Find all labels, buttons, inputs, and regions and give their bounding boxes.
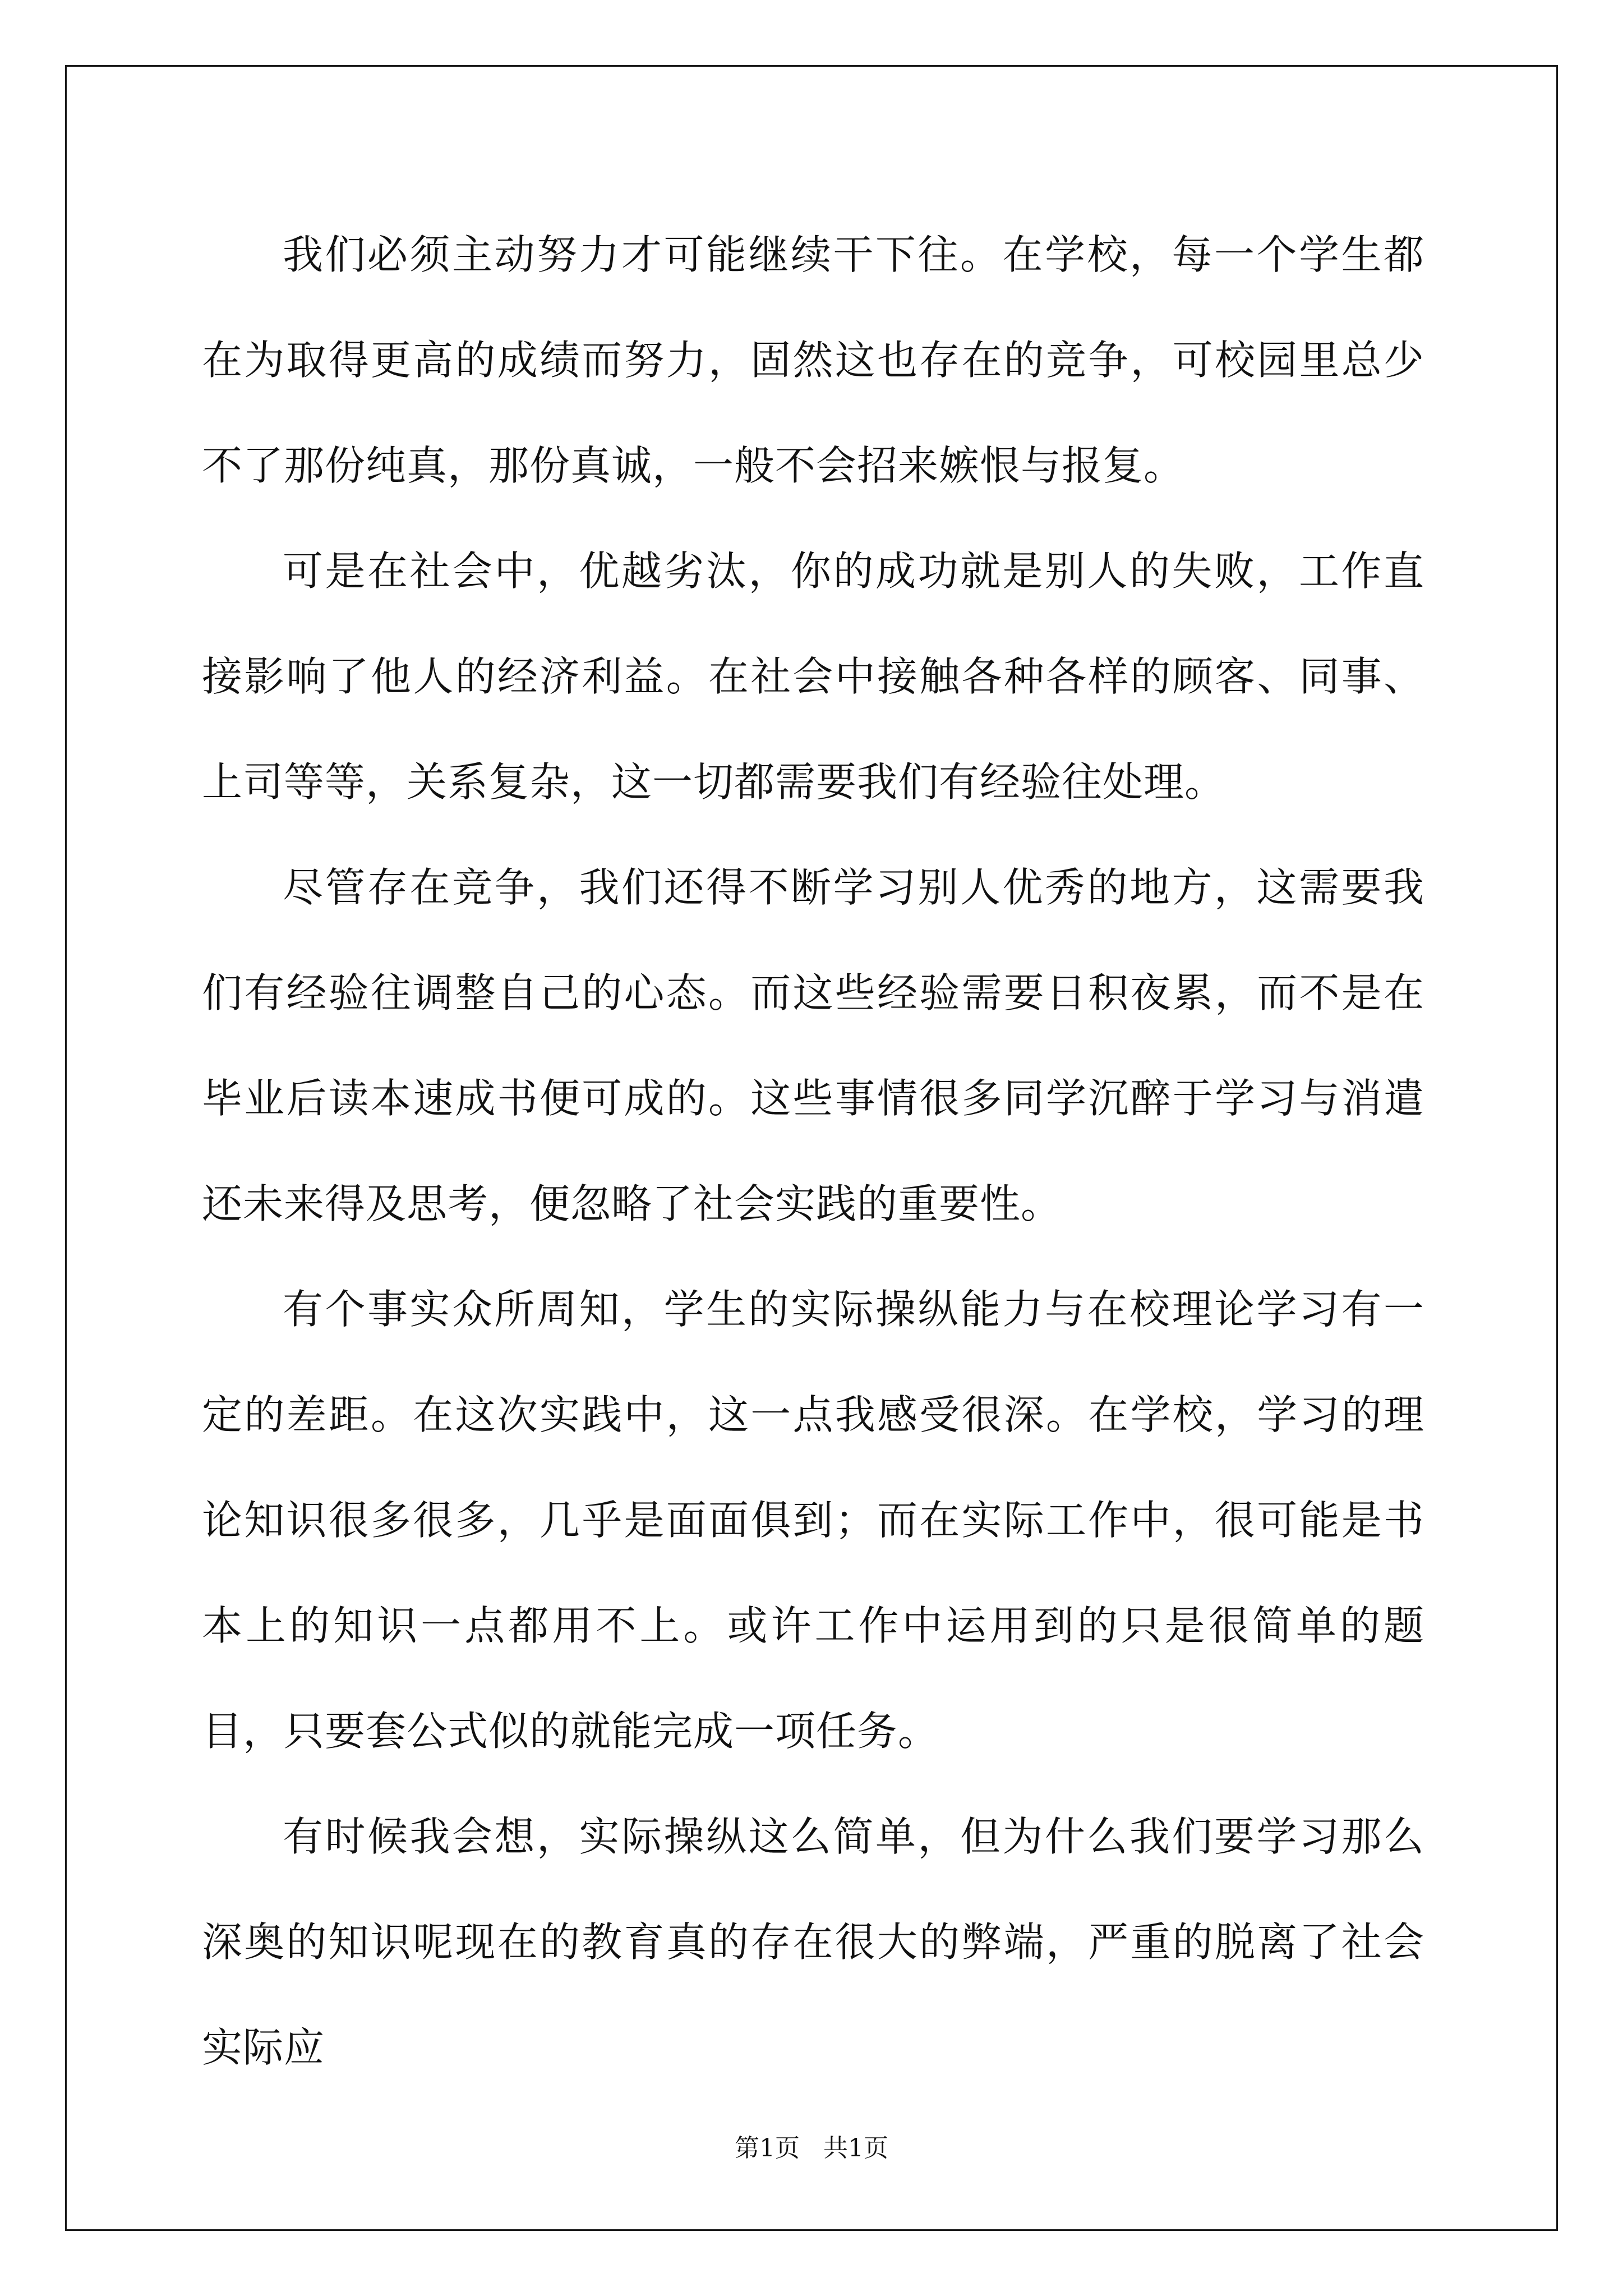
paragraph: 我们必须主动努力才可能继续干下往。在学校，每一个学生都在为取得更高的成绩而努力，固然这也存在的竞争，可校园里总少不了那份纯真，那份真诚，一般不会招来嫉恨与报复。 <box>202 231 1424 489</box>
paragraph: 尽管存在竞争，我们还得不断学习别人优秀的地方，这需要我们有经验往调整自己的心态。而这些经验需要日积夜累，而不是在毕业后读本速成书便可成的。这些事情很多同学沉醉于学习与消遣还未来得及思考，便忽略了社会实践的重要性。 <box>202 864 1424 1227</box>
paragraph: 有时候我会想，实际操纵这么简单，但为什么我们要学习那么深奥的知识呢现在的教育真的存在很大的弊端，严重的脱离了社会实际应 <box>202 1813 1424 2071</box>
document-body <box>202 202 1424 2100</box>
paragraph: 可是在社会中，优越劣汰，你的成功就是别人的失败，工作直接影响了他人的经济利益。在社会中接触各种各样的顾客、同事、上司等等，关系复杂，这一切都需要我们有经验往处理。 <box>202 547 1424 806</box>
page-footer: 第1页 共1页 <box>735 2134 888 2162</box>
paragraph: 有个事实众所周知，学生的实际操纵能力与在校理论学习有一定的差距。在这次实践中，这一点我感受很深。在学校，学习的理论知识很多很多，几乎是面面俱到；而在实际工作中，很可能是书本上的知识一点都用不上。或许工作中运用到的只是很简单的题目，只要套公式似的就能完成一项任务。 <box>202 1286 1424 1755</box>
